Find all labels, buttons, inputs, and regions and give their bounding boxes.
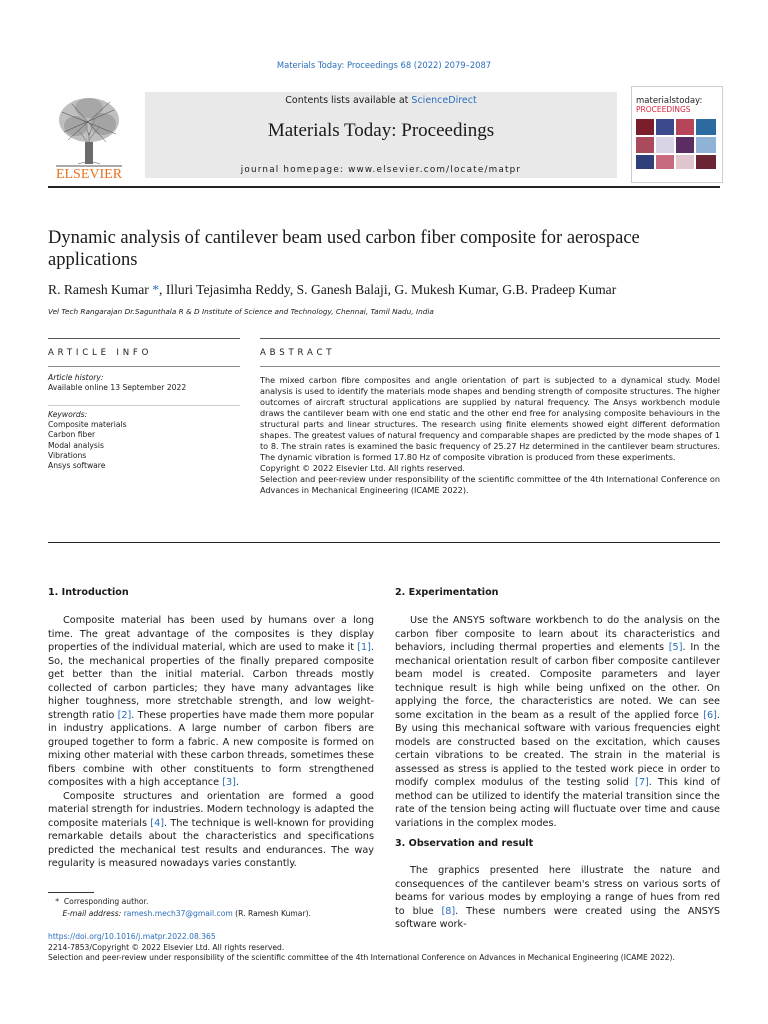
abstract-rule-top — [260, 338, 720, 339]
keyword-item: Composite materials — [48, 420, 127, 430]
intro-paragraph-1: Composite material has been used by humans over a long time. The great advantage of the composites is they display properties of the individual material, which are used to make it [1]. So, the mechanical properties of the finally prepared composite get better than the initial material. Carbon threads mostly collected of carbon particles; they have many advantages like higher toughness, more stretchable strength, and low weight-strength ratio [2]. These properties have made them more popular in industry applications. A large number of carbon fibers are grouped together to form a fabric. A new composite is formed on mixing other material with these carbon threads, sometimes these fibers combine with other constituents to form strengthened composites with a high acceptance [3]. — [48, 615, 374, 788]
elsevier-logo — [48, 92, 130, 182]
abstract-text: The mixed carbon fibre composites and angle orientation of part is subjected to a dynamical study. Model analysis is used to identify the materials mode shapes and bending strength of composite structures. The higher outcomes of aircraft structural applications are supplied by natural frequency. The Ansys workbench module draws the cantilever beam with one end static and the other end free for analysing composite behaviours in the structural parts and linear structures. The research using finite elements showed eight different deformation shapes. The greatest values of natural frequency and comparable shapes are predicted by the mode shapes of 1 to 8. The strain rates is examined the basic frequency of 25.27 Hz determined in the cantilever beam structures. The dynamic vibration is formed 17.80 Hz of composite vibration is produced from these experiments. — [260, 375, 720, 462]
citation-link[interactable]: [4] — [150, 817, 165, 829]
keyword-item: Modal analysis — [48, 440, 104, 450]
section-heading-observation: 3. Observation and result — [395, 838, 534, 849]
article-info-rule-top — [48, 338, 240, 339]
observation-body — [395, 864, 720, 932]
experimentation-body — [395, 614, 720, 830]
footnote — [48, 896, 374, 920]
abstract-body — [260, 375, 720, 496]
history-label: Article history: — [48, 373, 104, 382]
citation-link[interactable]: [6] — [703, 709, 717, 721]
bottom-selection: Selection and peer-review under responsibility of the scientific committee of the 4th International Conference on Advances in Mechanical Engineering (ICAME 2022). — [48, 953, 675, 962]
intro-paragraph-2: Composite structures and orientation are formed a good material strength for industries. Modern technology is adapted the composite materials [4]. The technique is well-known for providing remarkable details about the characteristics and specifications predicted the mechanical test results and endurances. The way regularity is measured nowadays varies constantly. — [48, 790, 375, 869]
section-heading-introduction: 1. Introduction — [48, 587, 129, 598]
cover-brand-top: materialstoday: — [636, 96, 703, 106]
authors-rest: , Illuri Tejasimha Reddy, S. Ganesh Balaji, G. Mukesh Kumar, G.B. Pradeep Kumar — [159, 282, 617, 297]
cover-tiles — [636, 119, 716, 169]
keywords-label: Keywords: — [48, 410, 88, 419]
contents-line — [145, 95, 617, 106]
elsevier-wordmark: ELSEVIER — [55, 167, 123, 182]
journal-cover-image[interactable] — [631, 86, 723, 183]
issn-copyright: 2214-7853/Copyright © 2022 Elsevier Ltd. All rights reserved. — [48, 942, 285, 952]
history-value: Available online 13 September 2022 — [48, 383, 187, 393]
citation-link[interactable]: [2] — [117, 709, 132, 721]
author-first[interactable]: R. Ramesh Kumar — [48, 282, 149, 297]
contents-prefix: Contents lists available at — [285, 95, 412, 106]
citation-link[interactable]: [5] — [668, 642, 683, 653]
journal-title: Materials Today: Proceedings — [267, 120, 495, 141]
abstract-selection: Selection and peer-review under responsibility of the scientific committee of the 4th International Conference on Advances in Mechanical Engineering (ICAME 2022). — [260, 474, 720, 495]
abstract-copyright: Copyright © 2022 Elsevier Ltd. All rights reserved. — [260, 463, 465, 473]
bottom-info — [48, 932, 720, 964]
journal-reference[interactable]: Materials Today: Proceedings 68 (2022) 2079–2087 — [276, 60, 492, 70]
author-list — [48, 282, 720, 298]
email-link[interactable]: ramesh.mech37@gmail.com — [123, 909, 233, 918]
keywords-block — [48, 410, 238, 471]
corresponding-author-mark[interactable]: * — [148, 282, 160, 297]
citation-link[interactable]: [1] — [357, 642, 371, 653]
keyword-item: Ansys software — [48, 461, 106, 471]
article-info-heading: ARTICLE INFO — [48, 348, 153, 358]
article-title: Dynamic analysis of cantilever beam used carbon fiber composite for aerospace applications — [48, 228, 640, 270]
abstract-end-rule — [48, 542, 720, 543]
observation-paragraph: The graphics presented here illustrate the nature and consequences of the cantilever beam's stress on various sorts of beams for various modes by employing a range of hues from red to blue [8]. These numbers were created using the ANSYS software work- — [395, 865, 720, 930]
keyword-item: Vibrations — [48, 450, 87, 460]
article-info-rule — [48, 366, 240, 367]
header-rule — [48, 186, 720, 188]
abstract-heading: ABSTRACT — [260, 348, 336, 358]
journal-homepage[interactable]: journal homepage: www.elsevier.com/locate/matpr — [240, 165, 522, 175]
citation-link[interactable]: [8] — [441, 905, 456, 917]
elsevier-tree-icon — [48, 92, 130, 182]
citation-link[interactable]: [7] — [635, 777, 649, 788]
article-history — [48, 373, 238, 393]
cover-brand-bottom: PROCEEDINGS — [636, 105, 691, 114]
sciencedirect-link[interactable]: ScienceDirect — [411, 95, 477, 106]
affiliation: Vel Tech Rangarajan Dr.Sagunthala R & D Institute of Science and Technology, Chennai, Tamil Nadu, India — [48, 307, 434, 316]
corresponding-author-note: * Corresponding author. — [55, 897, 149, 906]
abstract-rule — [260, 366, 720, 367]
keyword-item: Carbon fiber — [48, 430, 96, 440]
introduction-body — [48, 614, 374, 871]
section-heading-experimentation: 2. Experimentation — [395, 587, 499, 598]
email-note: E-mail address: ramesh.mech37@gmail.com (R. Ramesh Kumar). — [62, 909, 311, 918]
experimentation-paragraph: Use the ANSYS software workbench to do the analysis on the carbon fiber composite to learn about its characteristics and behaviors, including thermal properties and elements [5]. In the mechanical orientation result of carbon fiber composite cantilever beam model is created. Composite parameters and layer technique result is high while being unfixed on the other. On applying the force, the characteristics are noted. We can see some excitation in the beam as a result of the applied force [6]. By using this mechanical software with various frequencies eight models are constructed based on the excitation, which causes certain vibrations to be created. The strain in the material is assessed as stress is applied to the tested work piece in order to modify complex modulus of the testing solid [7]. This kind of method can be utilized to identify the material transition since the rate of the tension being acting will fluctuate over time and cause variations in the complex modes. — [395, 615, 720, 829]
citation-link[interactable]: [3] — [222, 777, 236, 788]
doi-link[interactable]: https://doi.org/10.1016/j.matpr.2022.08.365 — [48, 932, 216, 941]
keywords-rule — [48, 405, 240, 406]
footnote-rule — [48, 892, 94, 893]
